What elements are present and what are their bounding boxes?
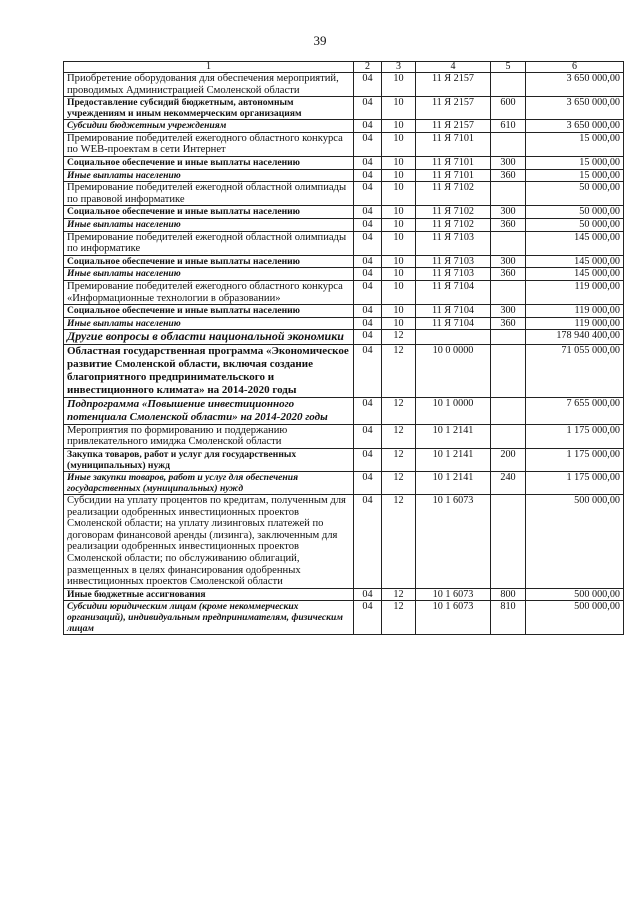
- row-name: Иные выплаты населению: [64, 268, 354, 281]
- table-row: [64, 182, 624, 206]
- row-target-article: 11 Я 2157: [416, 97, 491, 120]
- row-section: 04: [354, 169, 382, 182]
- table-body: [64, 73, 624, 635]
- header-cell: 1: [64, 62, 354, 73]
- row-expense-type: [491, 182, 526, 206]
- row-section: 04: [354, 182, 382, 206]
- row-expense-type: 300: [491, 156, 526, 169]
- row-amount: 145 000,00: [526, 255, 624, 268]
- row-target-article: 11 Я 2157: [416, 73, 491, 97]
- row-target-article: 11 Я 7103: [416, 231, 491, 255]
- row-name: Социальное обеспечение и иные выплаты населению: [64, 255, 354, 268]
- table-row: [64, 448, 624, 471]
- row-name: Областная государственная программа «Экономическое развитие Смоленской области, включая создание благоприятного предпринимательского и инвестиционного климата» на 2014-2020 годы: [64, 344, 354, 397]
- row-amount: 3 650 000,00: [526, 120, 624, 133]
- row-expense-type: 360: [491, 268, 526, 281]
- header-cell: 3: [382, 62, 416, 73]
- row-section: 04: [354, 305, 382, 318]
- row-target-article: 10 1 2141: [416, 471, 491, 494]
- row-expense-type: 810: [491, 601, 526, 635]
- row-section: 04: [354, 344, 382, 397]
- row-section: 04: [354, 317, 382, 330]
- table-row: [64, 424, 624, 448]
- row-name: Иные выплаты населению: [64, 317, 354, 330]
- row-expense-type: 300: [491, 305, 526, 318]
- row-expense-type: 240: [491, 471, 526, 494]
- row-amount: 50 000,00: [526, 206, 624, 219]
- table-row: [64, 218, 624, 231]
- row-amount: 119 000,00: [526, 280, 624, 304]
- row-expense-type: [491, 73, 526, 97]
- row-amount: 15 000,00: [526, 132, 624, 156]
- row-amount: 119 000,00: [526, 305, 624, 318]
- row-expense-type: 600: [491, 97, 526, 120]
- row-name: Закупка товаров, работ и услуг для государственных (муниципальных) нужд: [64, 448, 354, 471]
- table-row: [64, 169, 624, 182]
- table-row: [64, 588, 624, 601]
- row-amount: 500 000,00: [526, 601, 624, 635]
- table-row: [64, 268, 624, 281]
- row-section: 04: [354, 424, 382, 448]
- row-subsection: 12: [382, 494, 416, 588]
- row-subsection: 10: [382, 206, 416, 219]
- row-subsection: 12: [382, 344, 416, 397]
- row-section: 04: [354, 588, 382, 601]
- row-section: 04: [354, 132, 382, 156]
- row-name: Социальное обеспечение и иные выплаты населению: [64, 206, 354, 219]
- row-section: 04: [354, 120, 382, 133]
- table-row: [64, 156, 624, 169]
- table-row: [64, 206, 624, 219]
- row-name: Подпрограмма «Повышение инвестиционного потенциала Смоленской области» на 2014-2020 годы: [64, 397, 354, 424]
- row-expense-type: 800: [491, 588, 526, 601]
- row-subsection: 12: [382, 330, 416, 345]
- row-section: 04: [354, 206, 382, 219]
- row-target-article: [416, 330, 491, 345]
- table-row: [64, 305, 624, 318]
- row-target-article: 10 1 6073: [416, 588, 491, 601]
- row-expense-type: 360: [491, 218, 526, 231]
- row-amount: 145 000,00: [526, 231, 624, 255]
- row-name: Предоставление субсидий бюджетным, автономным учреждениям и иным некоммерческим организациям: [64, 97, 354, 120]
- row-name: Иные выплаты населению: [64, 169, 354, 182]
- row-target-article: 11 Я 7102: [416, 218, 491, 231]
- row-section: 04: [354, 255, 382, 268]
- table-row: [64, 120, 624, 133]
- table-row: [64, 494, 624, 588]
- row-section: 04: [354, 218, 382, 231]
- table-row: [64, 471, 624, 494]
- row-amount: 145 000,00: [526, 268, 624, 281]
- header-cell: 2: [354, 62, 382, 73]
- row-expense-type: [491, 424, 526, 448]
- row-expense-type: [491, 231, 526, 255]
- table-row: [64, 280, 624, 304]
- row-section: 04: [354, 397, 382, 424]
- table-row: [64, 97, 624, 120]
- row-target-article: 10 1 6073: [416, 601, 491, 635]
- row-subsection: 10: [382, 268, 416, 281]
- row-expense-type: [491, 494, 526, 588]
- row-expense-type: 360: [491, 317, 526, 330]
- row-target-article: 10 1 2141: [416, 424, 491, 448]
- row-section: 04: [354, 601, 382, 635]
- row-amount: 3 650 000,00: [526, 73, 624, 97]
- row-subsection: 10: [382, 182, 416, 206]
- row-target-article: 10 1 0000: [416, 397, 491, 424]
- header-row: [64, 62, 624, 73]
- table-row: [64, 255, 624, 268]
- row-name: Приобретение оборудования для обеспечения мероприятий, проводимых Администрацией Смоленской области: [64, 73, 354, 97]
- budget-table: [63, 61, 624, 635]
- row-subsection: 10: [382, 218, 416, 231]
- row-section: 04: [354, 471, 382, 494]
- row-amount: 500 000,00: [526, 588, 624, 601]
- row-subsection: 12: [382, 424, 416, 448]
- row-subsection: 10: [382, 156, 416, 169]
- row-target-article: 11 Я 7103: [416, 255, 491, 268]
- row-section: 04: [354, 448, 382, 471]
- row-amount: 1 175 000,00: [526, 424, 624, 448]
- row-target-article: 11 Я 7102: [416, 182, 491, 206]
- row-name: Премирование победителей ежегодной областной олимпиады по правовой информатике: [64, 182, 354, 206]
- row-section: 04: [354, 231, 382, 255]
- table-row: [64, 344, 624, 397]
- row-expense-type: [491, 344, 526, 397]
- row-target-article: 10 1 2141: [416, 448, 491, 471]
- row-amount: 500 000,00: [526, 494, 624, 588]
- row-subsection: 10: [382, 132, 416, 156]
- row-subsection: 10: [382, 120, 416, 133]
- row-name: Премирование победителей ежегодного областного конкурса по WEB-проектам в сети Интернет: [64, 132, 354, 156]
- row-name: Иные закупки товаров, работ и услуг для обеспечения государственных (муниципальных) нужд: [64, 471, 354, 494]
- row-subsection: 12: [382, 588, 416, 601]
- row-name: Иные бюджетные ассигнования: [64, 588, 354, 601]
- page-number: 39: [313, 33, 327, 48]
- row-section: 04: [354, 330, 382, 345]
- row-expense-type: 300: [491, 206, 526, 219]
- table-row: [64, 397, 624, 424]
- row-name: Другие вопросы в области национальной экономики: [64, 330, 354, 345]
- row-section: 04: [354, 494, 382, 588]
- row-amount: 1 175 000,00: [526, 471, 624, 494]
- row-name: Субсидии юридическим лицам (кроме некоммерческих организаций), индивидуальным предпринимателям, физическим лицам: [64, 601, 354, 635]
- row-target-article: 10 0 0000: [416, 344, 491, 397]
- row-subsection: 12: [382, 397, 416, 424]
- row-amount: 7 655 000,00: [526, 397, 624, 424]
- row-target-article: 11 Я 7101: [416, 156, 491, 169]
- row-amount: 50 000,00: [526, 182, 624, 206]
- table-row: [64, 317, 624, 330]
- row-name: Премирование победителей ежегодной областной олимпиады по информатике: [64, 231, 354, 255]
- row-subsection: 12: [382, 471, 416, 494]
- table-row: [64, 330, 624, 345]
- table-row: [64, 601, 624, 635]
- row-subsection: 10: [382, 169, 416, 182]
- row-subsection: 10: [382, 317, 416, 330]
- row-subsection: 10: [382, 280, 416, 304]
- row-expense-type: [491, 132, 526, 156]
- row-amount: 15 000,00: [526, 169, 624, 182]
- row-target-article: 11 Я 7103: [416, 268, 491, 281]
- row-target-article: 10 1 6073: [416, 494, 491, 588]
- row-section: 04: [354, 156, 382, 169]
- row-name: Иные выплаты населению: [64, 218, 354, 231]
- row-expense-type: 610: [491, 120, 526, 133]
- table-row: [64, 73, 624, 97]
- row-subsection: 12: [382, 601, 416, 635]
- row-expense-type: [491, 330, 526, 345]
- row-target-article: 11 Я 7102: [416, 206, 491, 219]
- row-amount: 1 175 000,00: [526, 448, 624, 471]
- table-row: [64, 132, 624, 156]
- row-target-article: 11 Я 7104: [416, 280, 491, 304]
- row-amount: 71 055 000,00: [526, 344, 624, 397]
- row-target-article: 11 Я 7104: [416, 305, 491, 318]
- row-expense-type: [491, 397, 526, 424]
- row-target-article: 11 Я 7101: [416, 169, 491, 182]
- row-subsection: 10: [382, 231, 416, 255]
- row-subsection: 10: [382, 255, 416, 268]
- header-cell: 5: [491, 62, 526, 73]
- row-target-article: 11 Я 2157: [416, 120, 491, 133]
- row-expense-type: 360: [491, 169, 526, 182]
- header-cell: 6: [526, 62, 624, 73]
- row-amount: 50 000,00: [526, 218, 624, 231]
- header-cell: 4: [416, 62, 491, 73]
- row-name: Социальное обеспечение и иные выплаты населению: [64, 156, 354, 169]
- row-subsection: 12: [382, 448, 416, 471]
- row-name: Субсидии на уплату процентов по кредитам, полученным для реализации одобренных инвестиционных проектов Смоленской области; на уплату лизинговых платежей по договорам финансовой аренды (лизинга), заключенным для реализации одобренных инвестиционных проектов Смоленской области; по обслуживанию облигаций, размещенных в целях финансирования одобренных инвестиционных проектов Смоленской области: [64, 494, 354, 588]
- row-expense-type: 300: [491, 255, 526, 268]
- row-expense-type: [491, 280, 526, 304]
- row-subsection: 10: [382, 305, 416, 318]
- row-section: 04: [354, 280, 382, 304]
- row-section: 04: [354, 268, 382, 281]
- row-section: 04: [354, 73, 382, 97]
- row-target-article: 11 Я 7101: [416, 132, 491, 156]
- row-target-article: 11 Я 7104: [416, 317, 491, 330]
- row-subsection: 10: [382, 97, 416, 120]
- row-name: Премирование победителей ежегодного областного конкурса «Информационные технологии в образовании»: [64, 280, 354, 304]
- row-section: 04: [354, 97, 382, 120]
- row-amount: 178 940 400,00: [526, 330, 624, 345]
- row-amount: 119 000,00: [526, 317, 624, 330]
- row-amount: 15 000,00: [526, 156, 624, 169]
- row-name: Субсидии бюджетным учреждениям: [64, 120, 354, 133]
- row-name: Социальное обеспечение и иные выплаты населению: [64, 305, 354, 318]
- row-subsection: 10: [382, 73, 416, 97]
- row-expense-type: 200: [491, 448, 526, 471]
- table-row: [64, 231, 624, 255]
- row-name: Мероприятия по формированию и поддержанию привлекательного имиджа Смоленской области: [64, 424, 354, 448]
- row-amount: 3 650 000,00: [526, 97, 624, 120]
